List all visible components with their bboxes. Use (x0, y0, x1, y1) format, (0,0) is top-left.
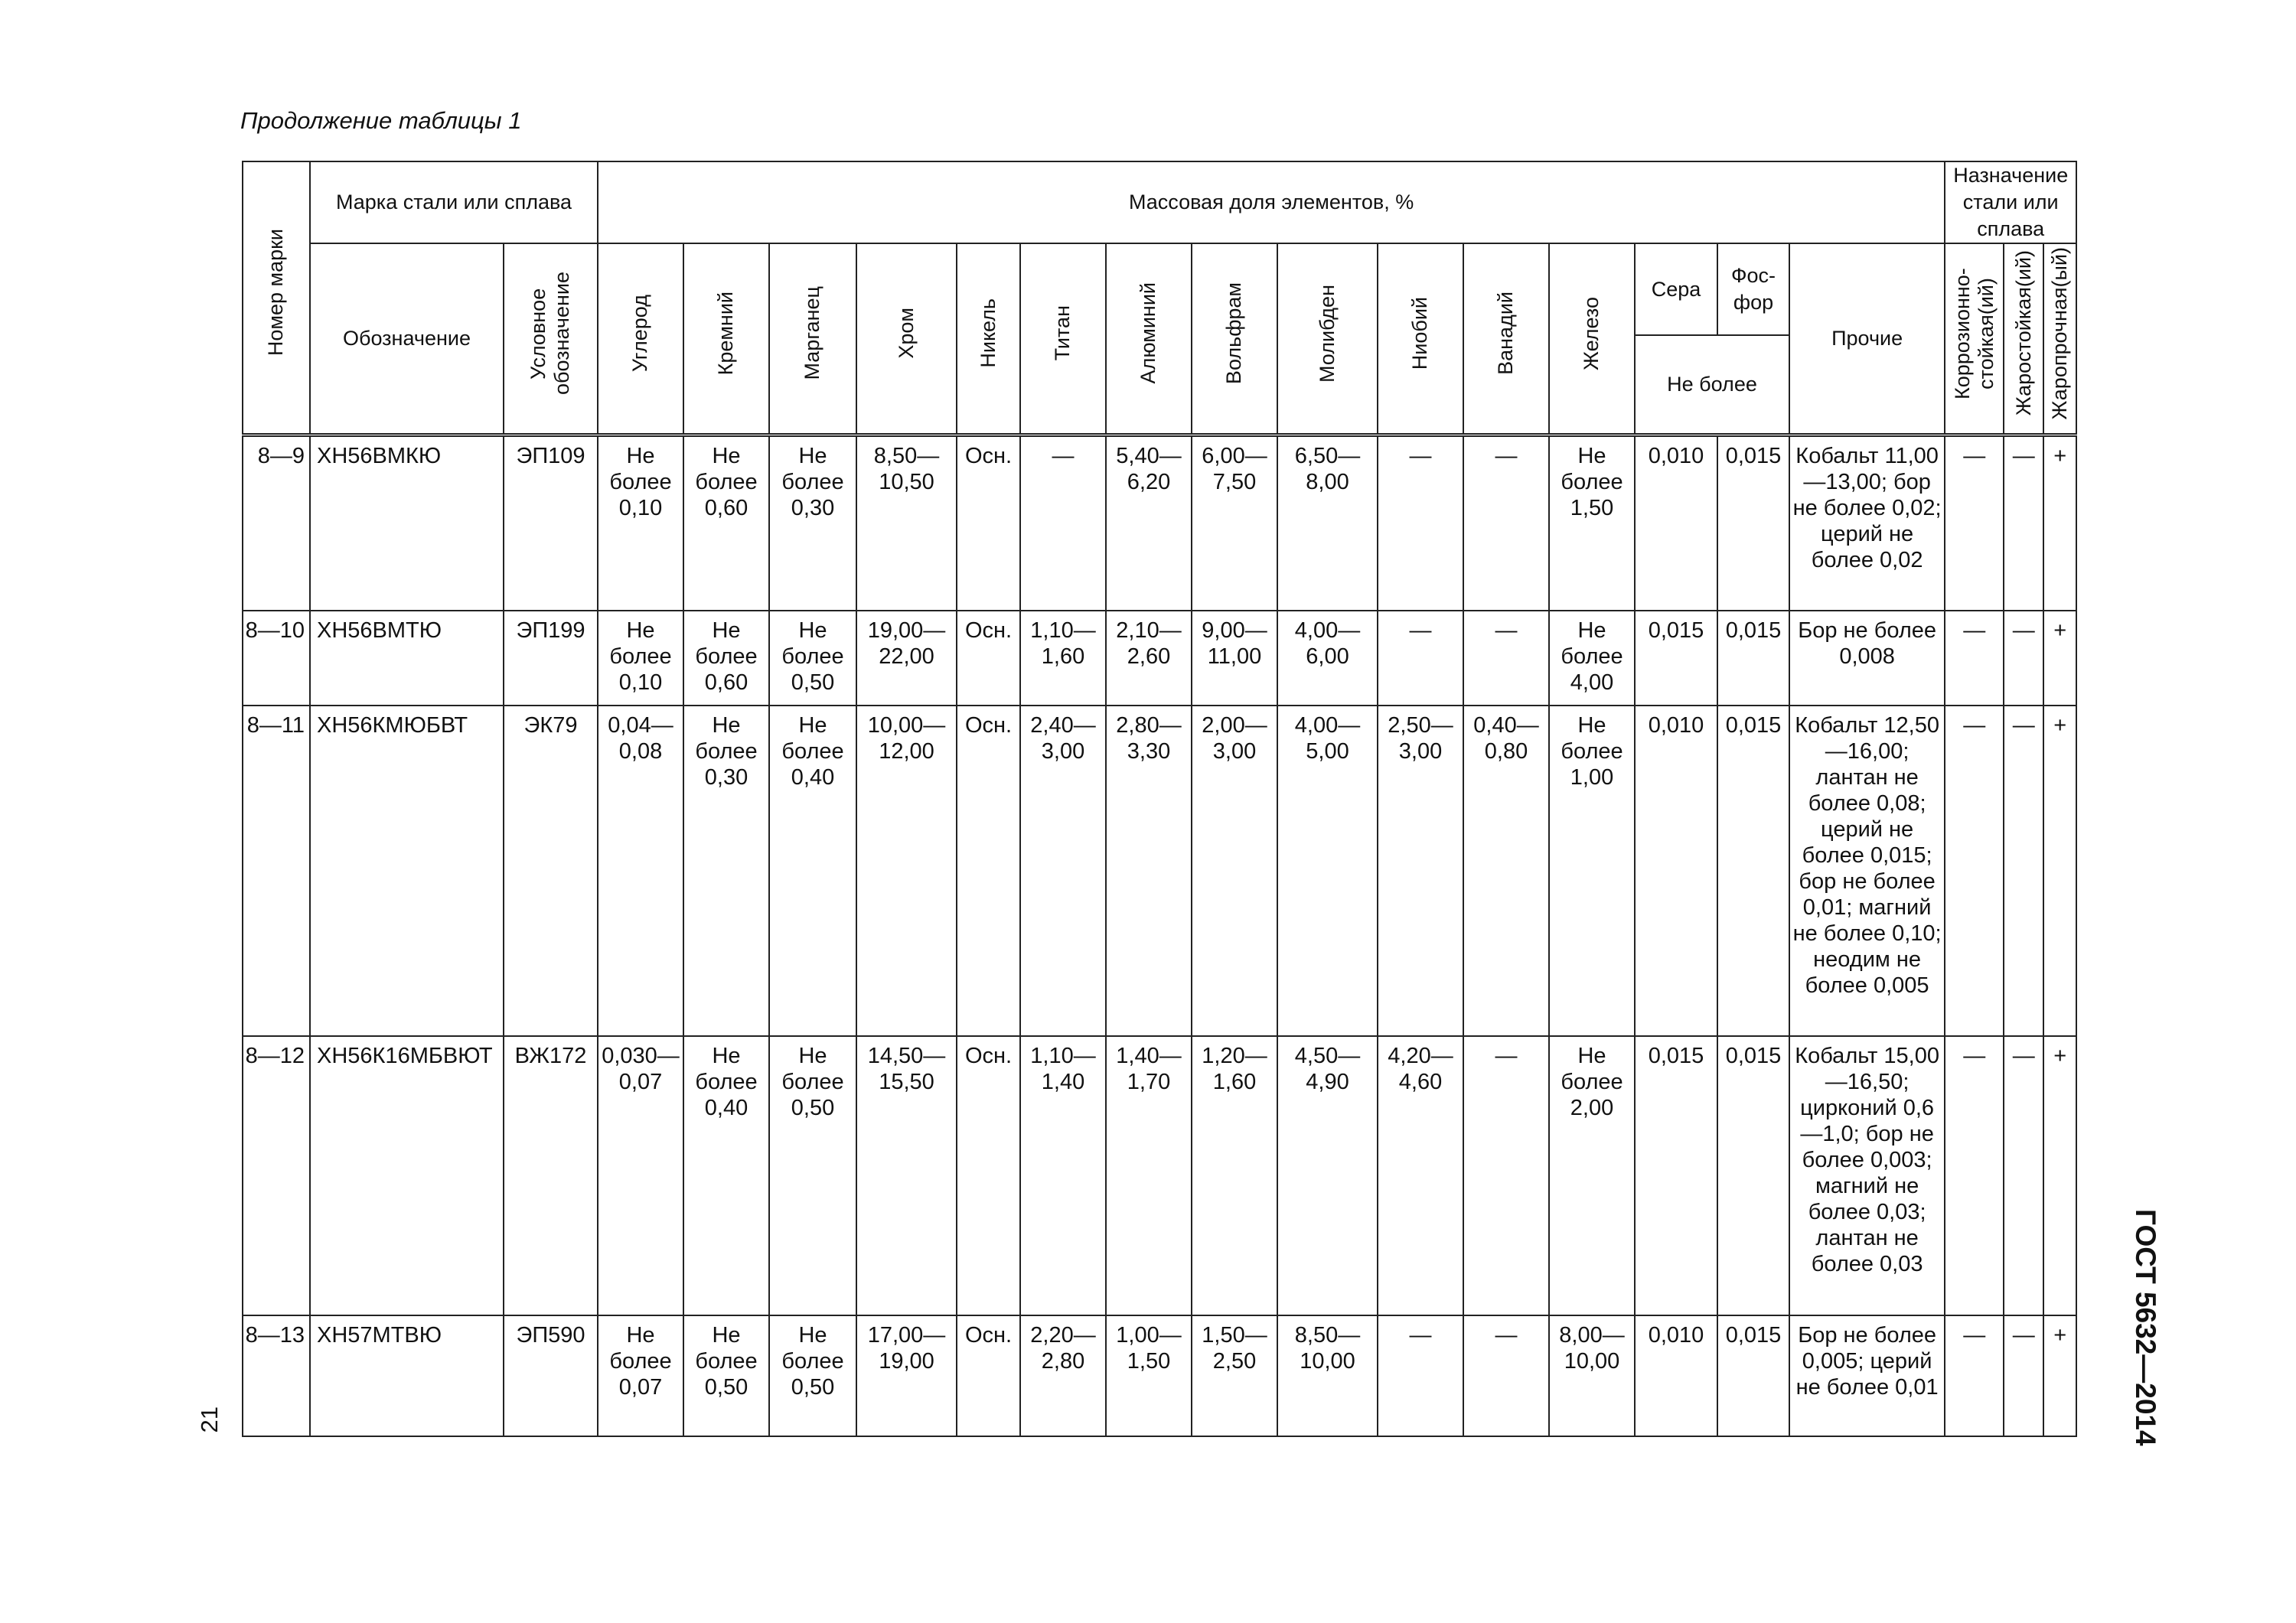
cell-heat: + (2043, 1315, 2076, 1436)
header-nickel: Никель (957, 243, 1020, 435)
cell-sulfur: 0,010 (1635, 706, 1717, 1036)
cell-phosphorus: 0,015 (1717, 706, 1789, 1036)
cell-designation: ХН56КМЮБВТ (310, 706, 504, 1036)
cell-conventional: ЭП590 (504, 1315, 598, 1436)
cell-nickel: Осн. (957, 706, 1020, 1036)
cell-titanium: 2,40— 3,00 (1020, 706, 1106, 1036)
cell-iron: Не более 1,00 (1549, 706, 1635, 1036)
header-number: Номер марки (243, 161, 310, 435)
cell-designation: ХН56К16МБВЮТ (310, 1036, 504, 1315)
header-heat: Жаропрочная(ый) (2043, 243, 2076, 435)
cell-sulfur: 0,010 (1635, 1315, 1717, 1436)
cell-niobium: 2,50— 3,00 (1378, 706, 1463, 1036)
cell-number: 8—12 (243, 1036, 310, 1315)
cell-silicon: Не более 0,40 (683, 1036, 769, 1315)
cell-chromium: 10,00— 12,00 (856, 706, 957, 1036)
header-sulfur: Сера (1635, 243, 1717, 335)
cell-scale: — (2004, 611, 2043, 706)
cell-niobium: — (1378, 435, 1463, 611)
cell-carbon: 0,030— 0,07 (598, 1036, 683, 1315)
header-vanadium: Ванадий (1463, 243, 1549, 435)
cell-designation: ХН56ВМКЮ (310, 435, 504, 611)
cell-other: Бор не более 0,005; церий не более 0,01 (1789, 1315, 1945, 1436)
cell-number: 8—10 (243, 611, 310, 706)
cell-niobium: — (1378, 1315, 1463, 1436)
cell-tungsten: 2,00— 3,00 (1192, 706, 1277, 1036)
cell-aluminium: 2,10— 2,60 (1106, 611, 1192, 706)
cell-molybdenum: 4,00— 6,00 (1277, 611, 1378, 706)
cell-other: Кобальт 12,50—16,00; лантан не более 0,08; церий не более 0,015; бор не более 0,01; магний не более 0,10; неодим не более 0,005 (1789, 706, 1945, 1036)
cell-conventional: ВЖ172 (504, 1036, 598, 1315)
standard-designation: ГОСТ 5632—2014 (2130, 1209, 2161, 1446)
cell-silicon: Не более 0,50 (683, 1315, 769, 1436)
cell-silicon: Не более 0,60 (683, 435, 769, 611)
table-row (243, 706, 2076, 1036)
cell-tungsten: 9,00— 11,00 (1192, 611, 1277, 706)
cell-heat: + (2043, 706, 2076, 1036)
cell-manganese: Не более 0,30 (769, 435, 856, 611)
cell-chromium: 14,50— 15,50 (856, 1036, 957, 1315)
cell-titanium: 1,10— 1,40 (1020, 1036, 1106, 1315)
cell-corrosion: — (1945, 706, 2004, 1036)
cell-vanadium: — (1463, 611, 1549, 706)
cell-vanadium: — (1463, 435, 1549, 611)
cell-manganese: Не более 0,40 (769, 706, 856, 1036)
cell-sulfur: 0,015 (1635, 1036, 1717, 1315)
header-mass-fraction: Массовая доля элементов, % (598, 161, 1945, 243)
cell-tungsten: 1,20— 1,60 (1192, 1036, 1277, 1315)
header-titanium: Титан (1020, 243, 1106, 435)
table-row (243, 1315, 2076, 1436)
cell-silicon: Не более 0,60 (683, 611, 769, 706)
header-other: Прочие (1789, 243, 1945, 435)
composition-table (242, 161, 2077, 1437)
table-row (243, 435, 2076, 611)
cell-vanadium: 0,40— 0,80 (1463, 706, 1549, 1036)
cell-conventional: ЭП199 (504, 611, 598, 706)
header-tungsten: Вольфрам (1192, 243, 1277, 435)
cell-sulfur: 0,015 (1635, 611, 1717, 706)
cell-carbon: Не более 0,07 (598, 1315, 683, 1436)
header-designation: Обозначение (310, 243, 504, 435)
header-carbon: Углерод (598, 243, 683, 435)
cell-corrosion: — (1945, 1036, 2004, 1315)
cell-number: 8—9 (243, 435, 310, 611)
cell-vanadium: — (1463, 1036, 1549, 1315)
cell-other: Кобальт 11,00—13,00; бор не более 0,02; церий не более 0,02 (1789, 435, 1945, 611)
cell-other: Бор не более 0,008 (1789, 611, 1945, 706)
cell-designation: ХН57МТВЮ (310, 1315, 504, 1436)
cell-carbon: 0,04— 0,08 (598, 706, 683, 1036)
cell-heat: + (2043, 1036, 2076, 1315)
cell-number: 8—11 (243, 706, 310, 1036)
cell-molybdenum: 4,00— 5,00 (1277, 706, 1378, 1036)
cell-scale: — (2004, 1036, 2043, 1315)
cell-corrosion: — (1945, 435, 2004, 611)
cell-scale: — (2004, 706, 2043, 1036)
cell-carbon: Не более 0,10 (598, 611, 683, 706)
cell-heat: + (2043, 435, 2076, 611)
cell-chromium: 8,50— 10,50 (856, 435, 957, 611)
cell-vanadium: — (1463, 1315, 1549, 1436)
cell-designation: ХН56ВМТЮ (310, 611, 504, 706)
page-number: 21 (196, 1406, 223, 1433)
cell-nickel: Осн. (957, 435, 1020, 611)
cell-number: 8—13 (243, 1315, 310, 1436)
cell-heat: + (2043, 611, 2076, 706)
table-row (243, 1036, 2076, 1315)
cell-titanium: — (1020, 435, 1106, 611)
header-chromium: Хром (856, 243, 957, 435)
header-phosphorus: Фос-фор (1717, 243, 1789, 335)
cell-titanium: 2,20— 2,80 (1020, 1315, 1106, 1436)
cell-manganese: Не более 0,50 (769, 1036, 856, 1315)
header-not-more: Не более (1635, 335, 1789, 435)
cell-silicon: Не более 0,30 (683, 706, 769, 1036)
cell-molybdenum: 6,50— 8,00 (1277, 435, 1378, 611)
header-conventional: Условное обозначение (504, 243, 598, 435)
header-corrosion: Коррозионно-стойкая(ий) (1945, 243, 2004, 435)
cell-phosphorus: 0,015 (1717, 1315, 1789, 1436)
cell-chromium: 17,00— 19,00 (856, 1315, 957, 1436)
cell-carbon: Не более 0,10 (598, 435, 683, 611)
cell-molybdenum: 4,50— 4,90 (1277, 1036, 1378, 1315)
cell-corrosion: — (1945, 1315, 2004, 1436)
cell-conventional: ЭК79 (504, 706, 598, 1036)
cell-nickel: Осн. (957, 1036, 1020, 1315)
cell-aluminium: 2,80— 3,30 (1106, 706, 1192, 1036)
table-row (243, 611, 2076, 706)
cell-iron: Не более 2,00 (1549, 1036, 1635, 1315)
cell-sulfur: 0,010 (1635, 435, 1717, 611)
header-niobium: Ниобий (1378, 243, 1463, 435)
cell-nickel: Осн. (957, 611, 1020, 706)
cell-molybdenum: 8,50— 10,00 (1277, 1315, 1378, 1436)
cell-iron: 8,00— 10,00 (1549, 1315, 1635, 1436)
cell-phosphorus: 0,015 (1717, 435, 1789, 611)
cell-tungsten: 6,00— 7,50 (1192, 435, 1277, 611)
header-manganese: Марганец (769, 243, 856, 435)
cell-nickel: Осн. (957, 1315, 1020, 1436)
cell-conventional: ЭП109 (504, 435, 598, 611)
header-scale: Жаростойкая(ий) (2004, 243, 2043, 435)
cell-other: Кобальт 15,00—16,50; цирконий 0,6—1,0; бор не более 0,003; магний не более 0,03; лантан не более 0,03 (1789, 1036, 1945, 1315)
cell-niobium: 4,20— 4,60 (1378, 1036, 1463, 1315)
cell-chromium: 19,00— 22,00 (856, 611, 957, 706)
cell-manganese: Не более 0,50 (769, 1315, 856, 1436)
header-iron: Железо (1549, 243, 1635, 435)
cell-tungsten: 1,50— 2,50 (1192, 1315, 1277, 1436)
header-grade-group: Марка стали или сплава (310, 161, 598, 243)
header-silicon: Кремний (683, 243, 769, 435)
cell-phosphorus: 0,015 (1717, 1036, 1789, 1315)
cell-aluminium: 1,00— 1,50 (1106, 1315, 1192, 1436)
header-aluminium: Алюминий (1106, 243, 1192, 435)
cell-iron: Не более 1,50 (1549, 435, 1635, 611)
cell-scale: — (2004, 1315, 2043, 1436)
cell-phosphorus: 0,015 (1717, 611, 1789, 706)
cell-manganese: Не более 0,50 (769, 611, 856, 706)
cell-scale: — (2004, 435, 2043, 611)
table-caption: Продолжение таблицы 1 (240, 107, 522, 134)
header-purpose: Назначение стали или сплава (1945, 161, 2076, 243)
header-molybdenum: Молибден (1277, 243, 1378, 435)
cell-niobium: — (1378, 611, 1463, 706)
cell-aluminium: 5,40— 6,20 (1106, 435, 1192, 611)
cell-corrosion: — (1945, 611, 2004, 706)
cell-aluminium: 1,40— 1,70 (1106, 1036, 1192, 1315)
cell-iron: Не более 4,00 (1549, 611, 1635, 706)
cell-titanium: 1,10— 1,60 (1020, 611, 1106, 706)
